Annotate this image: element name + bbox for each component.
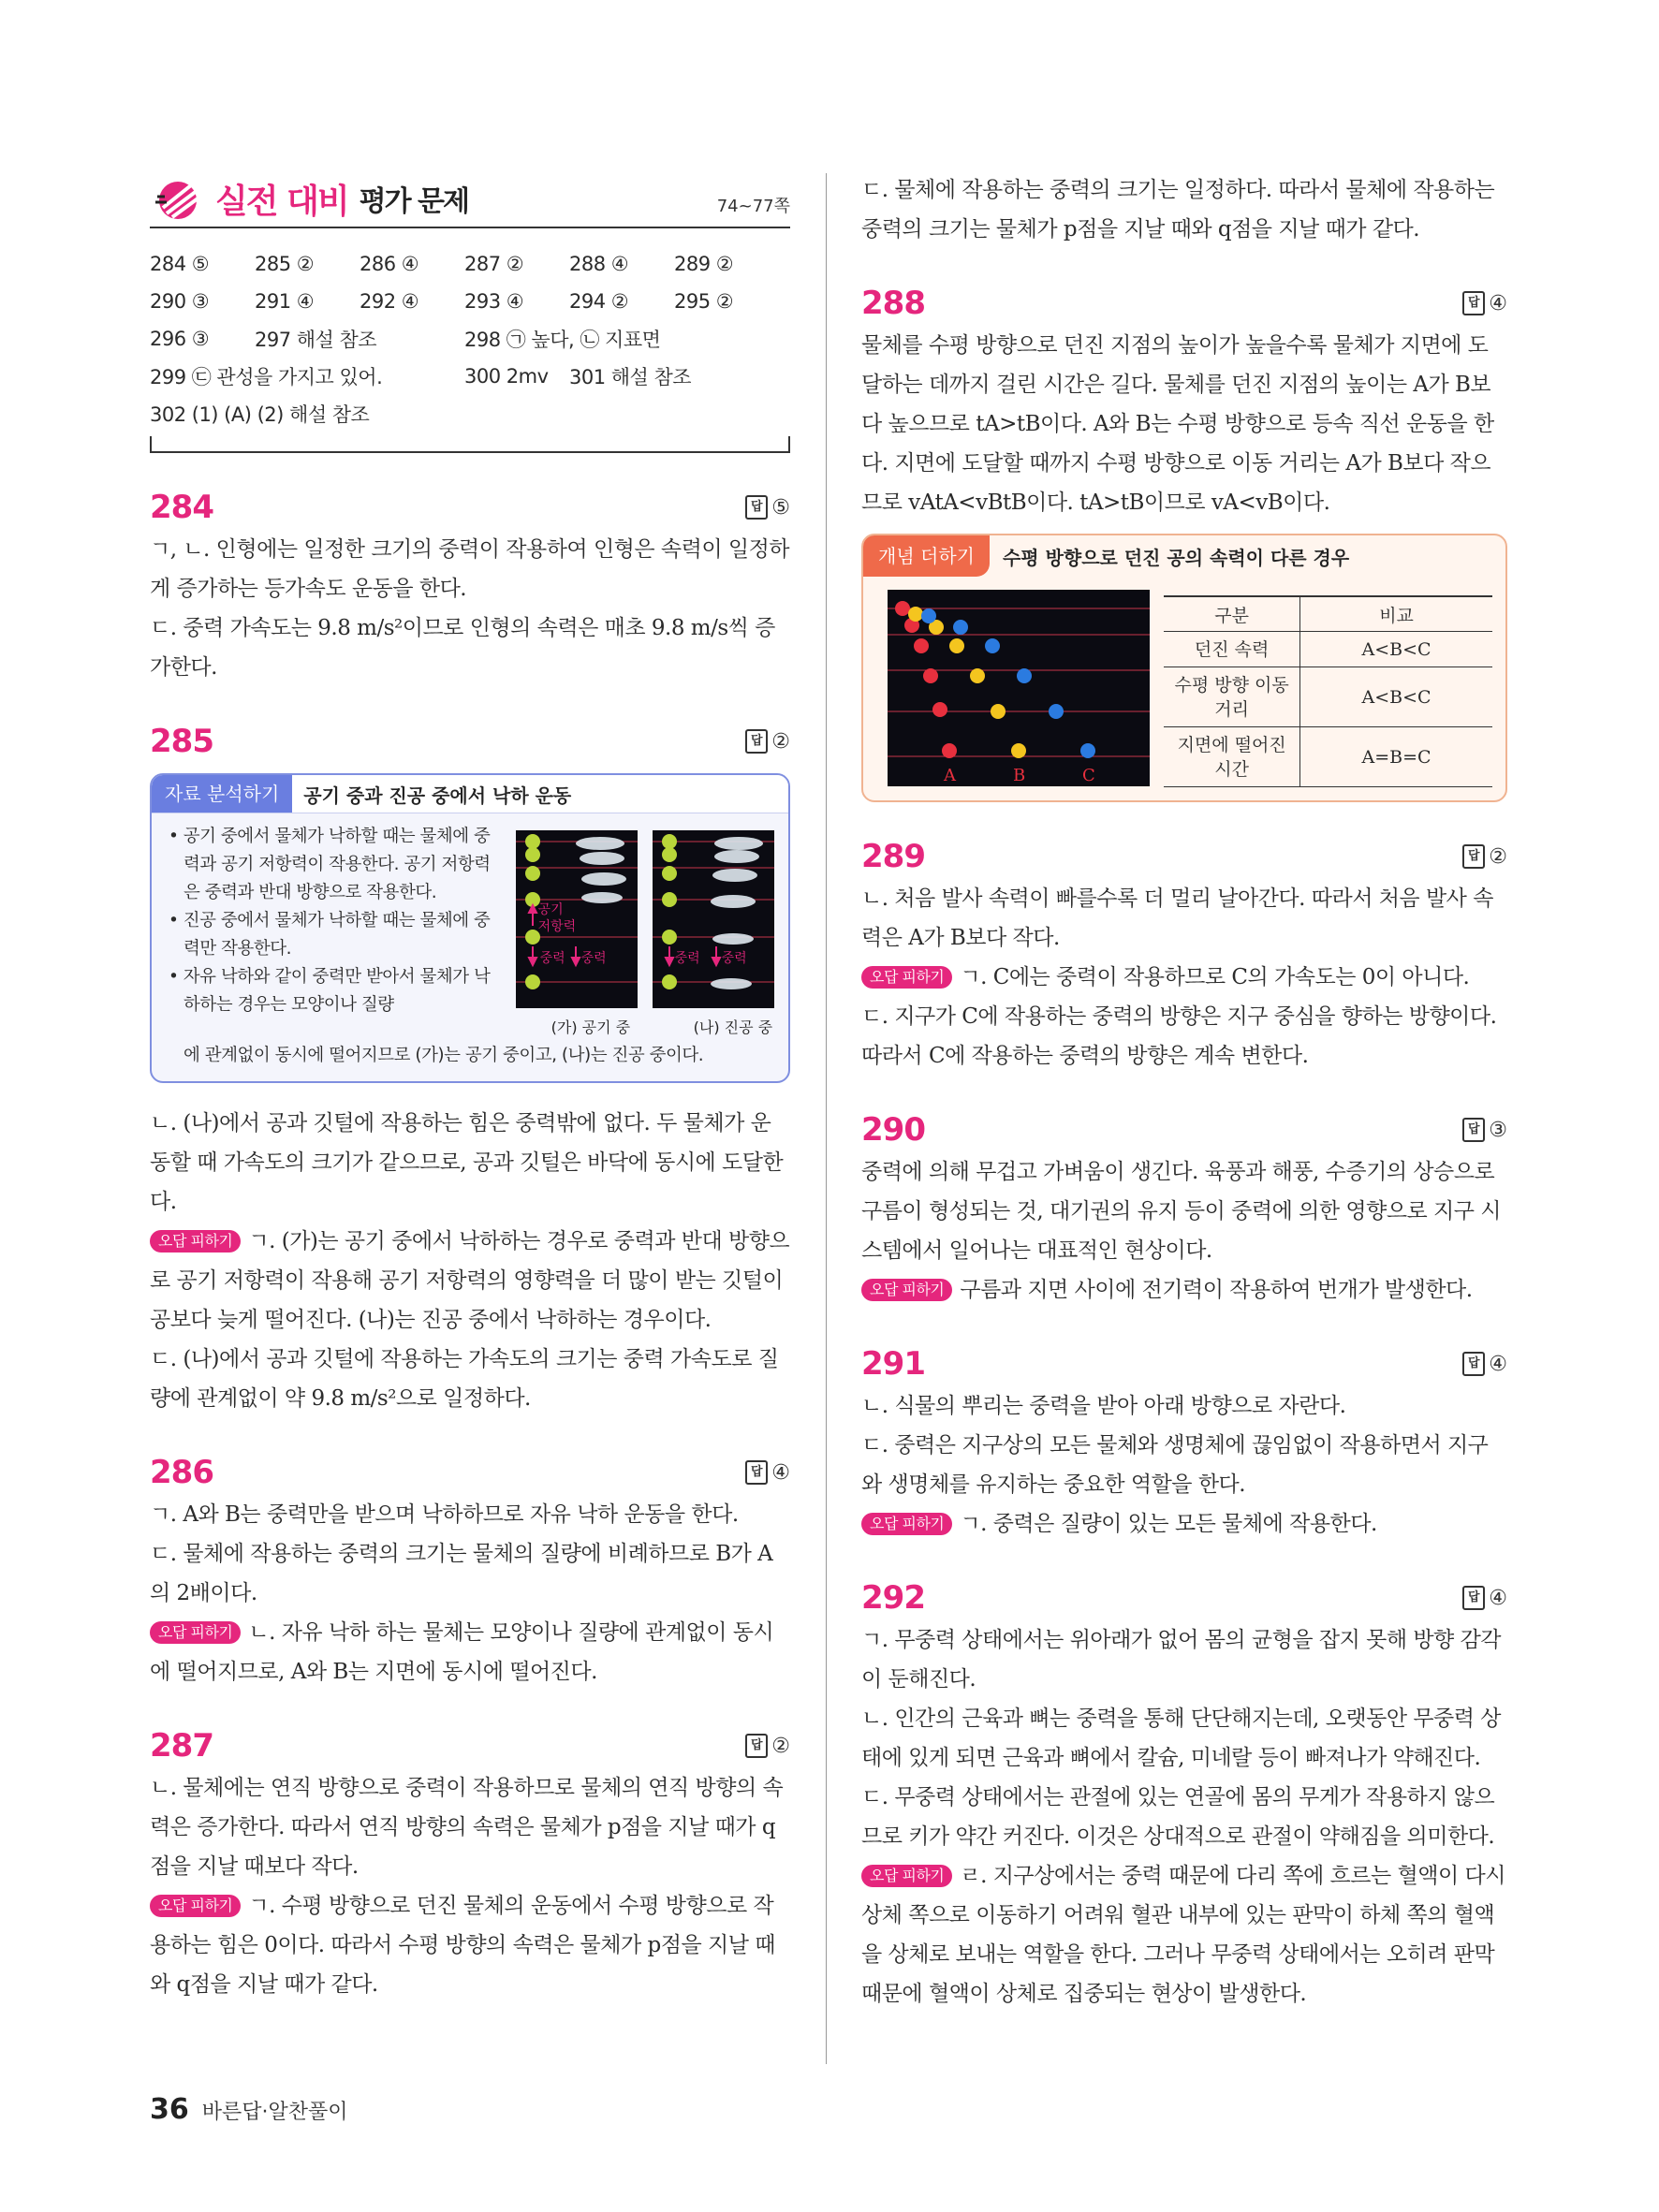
explanation-text: ㄱ. (가)는 공기 중에서 낙하하는 경우로 중력과 반대 방향으로 공기 저항력이 작용해 공기 저항력의 영향력을 더 많이 받는 깃털이 공보다 늦게 떨어진다. (나)는 진공 중에서 낙하하는 경우이다. — [150, 1229, 790, 1332]
wrong-answer-paragraph — [150, 1886, 790, 2004]
section-title-sub: 평가 문제 — [359, 185, 469, 218]
page-number: 36 — [150, 2093, 189, 2126]
table-row — [1164, 632, 1492, 667]
page-footer — [150, 2093, 348, 2126]
answer-icon: 답 — [1462, 1586, 1485, 1610]
answer-cell: 284 ⑤ — [150, 253, 210, 275]
answer-cell: 295 ② — [674, 290, 734, 313]
answer-indicator — [745, 729, 790, 754]
concept-box-header — [863, 535, 1505, 577]
table-cell: A<B<C — [1300, 667, 1492, 727]
table-cell: 지면에 떨어진 시간 — [1164, 727, 1299, 787]
wrong-answer-paragraph — [861, 1270, 1507, 1310]
avoid-wrong-badge: 오답 피하기 — [150, 1895, 241, 1917]
explanation-paragraph: ㄷ. 지구가 C에 작용하는 중력의 방향은 지구 중심을 향하는 방향이다. 따라서 C에 작용하는 중력의 방향은 계속 변한다. — [861, 1004, 1497, 1068]
answer-cell: 290 ③ — [150, 290, 210, 313]
answer-row — [150, 358, 790, 395]
answer-cell: 302 (1) (A) (2) 해설 참조 — [150, 403, 370, 426]
answer-row — [150, 245, 790, 283]
answer-indicator — [745, 1460, 790, 1485]
concept-box-body — [863, 577, 1505, 787]
section-title-main: 실전 대비 — [215, 182, 348, 221]
explanation-text: 구름과 지면 사이에 전기력이 작용하여 번개가 발생한다. — [960, 1278, 1473, 1302]
wrong-answer-paragraph — [861, 1504, 1507, 1544]
falling-objects-figure — [516, 823, 775, 1042]
answer-icon: 답 — [1462, 1118, 1485, 1142]
table-cell: A=B=C — [1300, 727, 1492, 787]
explanation-text: ㄴ. 자유 낙하 하는 물체는 모양이나 질량에 관계없이 동시에 떨어지므로, A와 B는 지면에 동시에 떨어진다. — [150, 1620, 774, 1684]
answer-icon: 답 — [745, 729, 768, 754]
answer-cell: 285 ② — [255, 253, 315, 275]
answer-cell: 288 ④ — [569, 253, 629, 275]
answer-cell: 297 해설 참조 — [255, 329, 377, 351]
question-287-header — [150, 1723, 790, 1768]
answer-cell: 300 2mv — [464, 365, 549, 388]
table-header: 구분 — [1164, 596, 1299, 632]
bullet-item: • 공기 중에서 물체가 낙하할 때는 물체에 중력과 공기 저항력이 작용한다. 공기 저항력은 중력과 반대 방향으로 작용한다. — [169, 827, 491, 902]
question-number: 292 — [861, 1579, 925, 1617]
left-column — [150, 170, 790, 2004]
wrong-answer-paragraph — [861, 1856, 1507, 2014]
bullet-item: • 진공 중에서 물체가 낙하할 때는 물체에 중력만 작용한다. — [169, 911, 491, 959]
explanation-text: ㄱ. 중력은 질량이 있는 모든 물체에 작용한다. — [960, 1512, 1377, 1536]
question-number: 285 — [150, 723, 213, 760]
explanation-paragraph: ㄱ, ㄴ. 인형에는 일정한 크기의 중력이 작용하여 인형은 속력이 일정하게 증가하는 등가속도 운동을 한다. — [150, 537, 790, 601]
right-column — [861, 170, 1507, 2014]
question-number: 289 — [861, 838, 925, 875]
explanation-paragraph: ㄴ. 인간의 근육과 뼈는 중력을 통해 단단해지는데, 오랫동안 무중력 상태에 있게 되면 근육과 뼈에서 칼슘, 미네랄 등이 빠져나가 약해진다. — [861, 1707, 1502, 1770]
bullet-item: • 자유 낙하와 같이 중력만 받아서 물체가 낙하하는 경우는 모양이나 질량 — [169, 967, 491, 1015]
answer-icon: 답 — [1462, 291, 1485, 315]
answer-cell: 294 ② — [569, 290, 629, 313]
answer-value: ② — [771, 1734, 790, 1758]
answer-indicator — [1462, 291, 1507, 315]
answer-cell: 298 ㉠ 높다, ㉡ 지표면 — [464, 329, 661, 351]
avoid-wrong-badge: 오답 피하기 — [861, 966, 952, 989]
answer-cell: 296 ③ — [150, 328, 210, 350]
answer-cell: 289 ② — [674, 253, 734, 275]
explanation-paragraph: ㄷ. 중력은 지구상의 모든 물체와 생명체에 끊임없이 작용하면서 지구와 생명체를 유지하는 중요한 역할을 한다. — [861, 1433, 1489, 1497]
answer-cell: 287 ② — [464, 253, 524, 275]
bullet-list — [169, 823, 503, 1042]
gravity-label: 중력 — [674, 951, 700, 966]
avoid-wrong-badge: 오답 피하기 — [861, 1865, 952, 1887]
answer-value: ④ — [1489, 1586, 1507, 1610]
question-289-header — [861, 834, 1507, 879]
concept-box — [861, 534, 1507, 802]
answer-row — [150, 283, 790, 320]
question-number: 288 — [861, 285, 925, 322]
question-number: 284 — [150, 489, 213, 526]
data-box-body — [152, 813, 788, 1042]
answer-cell: 293 ④ — [464, 290, 524, 313]
section-logo-icon — [150, 176, 208, 221]
wrong-answer-paragraph — [861, 958, 1507, 997]
explanation-paragraph: ㄴ. 물체에는 연직 방향으로 중력이 작용하므로 물체의 연직 방향의 속력은 증가한다. 따라서 연직 방향의 속력은 물체가 p점을 지날 때가 q점을 지날 때보다 작다. — [150, 1776, 784, 1879]
concept-box-tag: 개념 더하기 — [863, 535, 990, 577]
book-title: 바른답·알찬풀이 — [201, 2101, 348, 2124]
answer-cell: 291 ④ — [255, 290, 315, 313]
ball-label-b: B — [1013, 766, 1026, 785]
answer-row — [150, 395, 790, 432]
answer-icon: 답 — [745, 495, 768, 520]
answer-value: ④ — [1489, 291, 1507, 315]
answer-indicator — [1462, 1352, 1507, 1376]
explanation-paragraph: ㄱ. 무중력 상태에서는 위아래가 없어 몸의 균형을 잡지 못해 방향 감각이 둔해진다. — [861, 1628, 1502, 1692]
answer-key-grid — [150, 228, 790, 453]
explanation-paragraph: ㄴ. (나)에서 공과 깃털에 작용하는 힘은 중력밖에 없다. 두 물체가 운동할 때 가속도의 크기가 같으므로, 공과 깃털은 바닥에 동시에 도달한다. — [150, 1111, 784, 1214]
data-box-conclusion: 에 관계없이 동시에 떨어지므로 (가)는 공기 중이고, (나)는 진공 중이다. — [184, 1046, 704, 1065]
avoid-wrong-badge: 오답 피하기 — [150, 1621, 241, 1644]
answer-indicator — [745, 495, 790, 520]
wrong-answer-paragraph — [150, 1613, 790, 1692]
explanation-paragraph: ㄴ. 식물의 뿌리는 중력을 받아 아래 방향으로 자란다. — [861, 1394, 1346, 1418]
table-header: 비교 — [1300, 596, 1492, 632]
section-header — [150, 170, 790, 228]
explanation-paragraph: ㄷ. 중력 가속도는 9.8 m/s²이므로 인형의 속력은 매초 9.8 m/s씩 증가한다. — [150, 616, 775, 680]
answer-value: ② — [1489, 844, 1507, 869]
explanation-text: ㄹ. 지구상에서는 중력 때문에 다리 쪽에 흐르는 혈액이 다시 상체 쪽으로 이동하기 어려워 혈관 내부에 있는 판막이 하체 쪽의 혈액을 상체로 보내는 역할을 한다. 그러나 무중력 상태에서는 오히려 판막 때문에 혈액이 상체로 집중되는 현상이 발생한다. — [861, 1864, 1505, 2006]
table-row — [1164, 727, 1492, 787]
answer-icon: 답 — [745, 1460, 768, 1485]
explanation-paragraph: 중력에 의해 무겁고 가벼움이 생긴다. 육풍과 해풍, 수증기의 상승으로 구름이 형성되는 것, 대기권의 유지 등이 중력에 의한 영향으로 지구 시스템에서 일어나는 대표적인 현상이다. — [861, 1160, 1502, 1263]
answer-cell: 299 ㉢ 관성을 가지고 있어. — [150, 366, 383, 388]
explanation-text: ㄱ. C에는 중력이 작용하므로 C의 가속도는 0이 아니다. — [960, 965, 1470, 989]
answer-value: ③ — [1489, 1118, 1507, 1142]
data-box-header — [152, 775, 788, 813]
answer-value: ② — [771, 729, 790, 754]
explanation-text: ㄱ. 수평 방향으로 던진 물체의 운동에서 수평 방향으로 작용하는 힘은 0이다. 따라서 수평 방향의 속력은 물체가 p점을 지날 때와 q점을 지날 때가 같다. — [150, 1894, 775, 1997]
question-number: 291 — [861, 1345, 925, 1383]
wrong-answer-paragraph — [150, 1222, 790, 1340]
projectile-figure — [888, 590, 1145, 786]
answer-icon: 답 — [1462, 1352, 1485, 1376]
comparison-table — [1164, 595, 1492, 787]
answer-value: ④ — [1489, 1352, 1507, 1376]
answer-row — [150, 320, 790, 358]
explanation-paragraph: ㄷ. 물체에 작용하는 중력의 크기는 물체의 질량에 비례하므로 B가 A의 2배이다. — [150, 1542, 773, 1605]
explanation-paragraph: 물체를 수평 방향으로 던진 지점의 높이가 높을수록 물체가 지면에 도달하는 데까지 걸린 시간은 길다. 물체를 던진 지점의 높이는 A가 B보다 높으므로 tA>tB이다. A와 B는 수평 방향으로 등속 직선 운동을 한다. 지면에 도달할 때까지 수평 방향으로 이동 거리는 A가 B보다 작으므로 vAtA<vBtB이다. tA>tB이므로 vA<vB이다. — [861, 333, 1494, 515]
answer-icon: 답 — [745, 1734, 768, 1758]
question-number: 286 — [150, 1454, 213, 1491]
explanation-paragraph: ㄴ. 처음 발사 속력이 빠를수록 더 멀리 날아간다. 따라서 처음 발사 속력은 A가 B보다 작다. — [861, 886, 1493, 950]
answer-cell: 301 해설 참조 — [569, 366, 692, 388]
concept-box-title: 수평 방향으로 던진 공의 속력이 다른 경우 — [1002, 546, 1350, 569]
explanation-paragraph: ㄷ. (나)에서 공과 깃털에 작용하는 가속도의 크기는 중력 가속도로 질량에 관계없이 약 9.8 m/s²으로 일정하다. — [150, 1347, 779, 1411]
answer-cell: 292 ④ — [360, 290, 419, 313]
data-box-title: 공기 중과 진공 중에서 낙하 운동 — [303, 784, 572, 807]
figure-caption-vacuum: (나) 진공 중 — [693, 1018, 773, 1036]
explanation-paragraph: ㄷ. 무중력 상태에서는 관절에 있는 연골에 몸의 무게가 작용하지 않으므로 키가 약간 커진다. 이것은 상대적으로 관절이 약해짐을 의미한다. — [861, 1785, 1495, 1849]
question-number: 290 — [861, 1111, 925, 1149]
avoid-wrong-badge: 오답 피하기 — [861, 1513, 952, 1535]
question-288-header — [861, 281, 1507, 326]
answer-indicator — [1462, 844, 1507, 869]
question-285-header — [150, 719, 790, 764]
answer-indicator — [1462, 1586, 1507, 1610]
question-291-header — [861, 1341, 1507, 1386]
gravity-label: 중력 — [580, 951, 607, 966]
ball-label-a: A — [944, 766, 956, 785]
explanation-paragraph: ㄱ. A와 B는 중력만을 받으며 낙하하므로 자유 낙하 운동을 한다. — [150, 1502, 739, 1527]
table-cell: 던진 속력 — [1164, 632, 1299, 667]
column-divider — [826, 173, 827, 2064]
answer-indicator — [1462, 1118, 1507, 1142]
gravity-label: 중력 — [539, 951, 565, 966]
table-row — [1164, 667, 1492, 727]
data-analysis-box — [150, 773, 790, 1083]
table-cell: A<B<C — [1300, 632, 1492, 667]
question-number: 287 — [150, 1727, 213, 1765]
answer-value: ④ — [771, 1460, 790, 1485]
gravity-label: 중력 — [721, 951, 747, 966]
question-286-header — [150, 1450, 790, 1495]
question-290-header — [861, 1107, 1507, 1152]
answer-cell: 286 ④ — [360, 253, 419, 275]
question-292-header — [861, 1575, 1507, 1620]
table-cell: 수평 방향 이동 거리 — [1164, 667, 1299, 727]
ball-label-c: C — [1082, 766, 1095, 785]
page-range: 74~77쪽 — [716, 197, 790, 216]
question-284-header — [150, 485, 790, 530]
answer-icon: 답 — [1462, 844, 1485, 869]
figure-caption-air: (가) 공기 중 — [551, 1018, 631, 1036]
explanation-paragraph: ㄷ. 물체에 작용하는 중력의 크기는 일정하다. 따라서 물체에 작용하는 중력의 크기는 물체가 p점을 지날 때와 q점을 지날 때가 같다. — [861, 178, 1495, 242]
answer-value: ⑤ — [771, 495, 790, 520]
avoid-wrong-badge: 오답 피하기 — [861, 1279, 952, 1301]
data-box-tag: 자료 분석하기 — [152, 775, 292, 813]
air-resistance-label: 공기 저항력 — [537, 902, 577, 934]
answer-indicator — [745, 1734, 790, 1758]
avoid-wrong-badge: 오답 피하기 — [150, 1230, 241, 1252]
